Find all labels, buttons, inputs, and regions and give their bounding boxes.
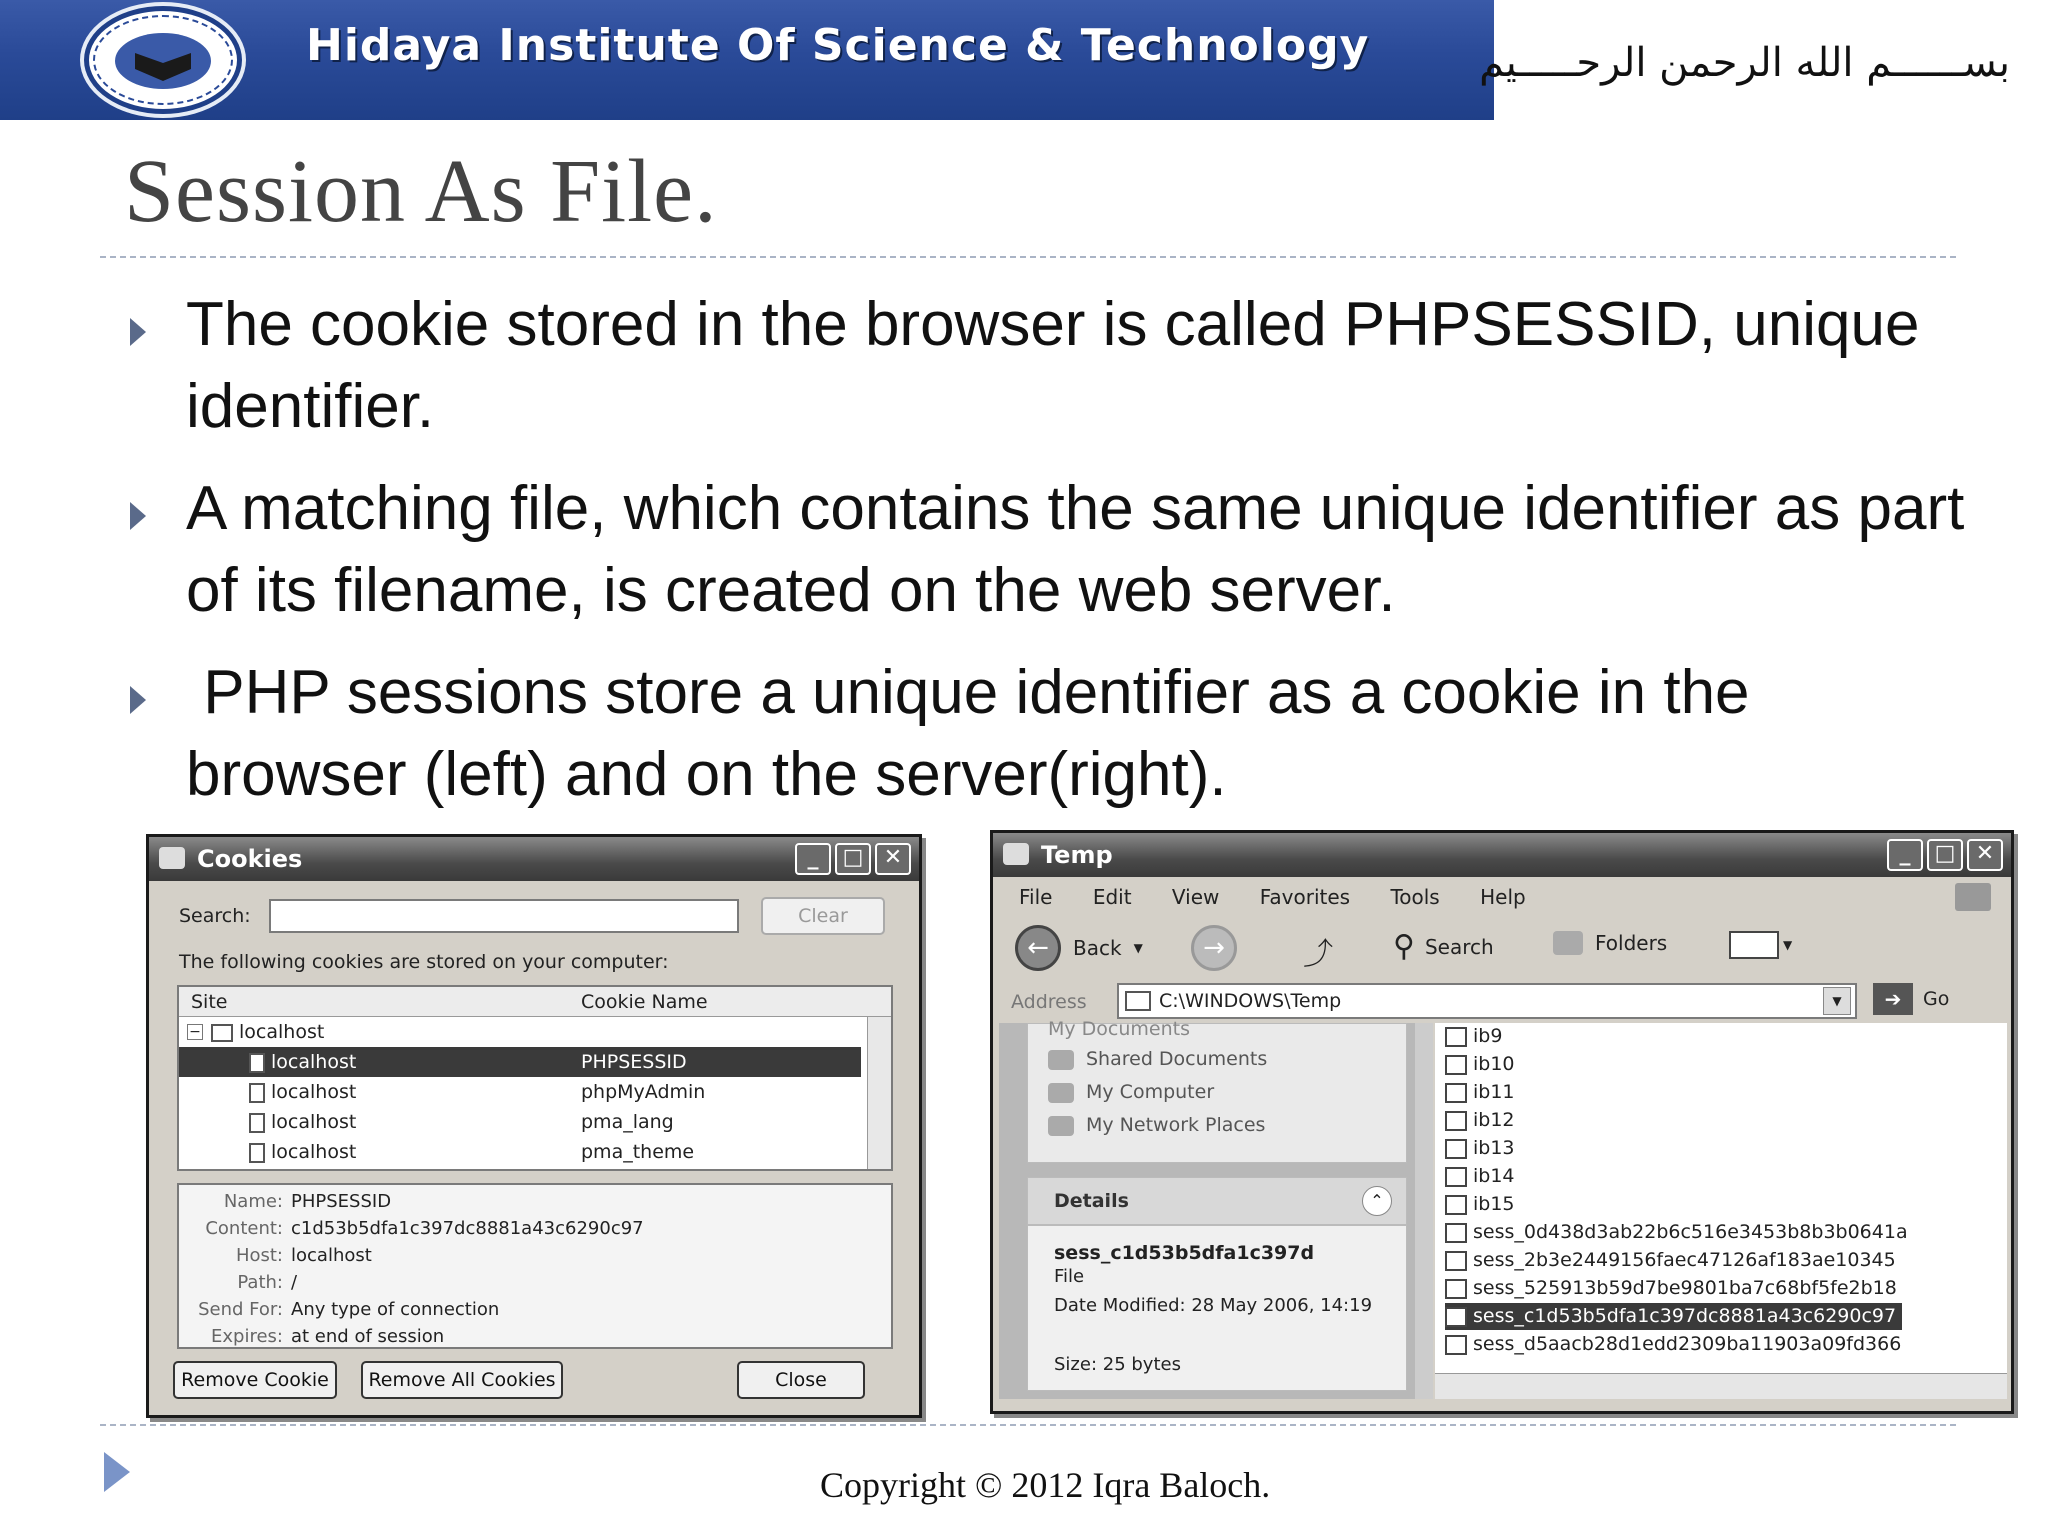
- close-button[interactable]: Close: [737, 1361, 865, 1399]
- file-item[interactable]: [1445, 1275, 1897, 1302]
- forward-button[interactable]: [1191, 925, 1237, 971]
- place-shared-documents[interactable]: Shared Documents: [1086, 1048, 1268, 1070]
- place-my-computer[interactable]: My Computer: [1086, 1081, 1215, 1103]
- cookies-titlebar: [149, 837, 919, 881]
- file-name: ib13: [1473, 1137, 1515, 1159]
- menu-favorites[interactable]: Favorites: [1259, 885, 1351, 909]
- detail-expires: at end of session: [291, 1326, 445, 1347]
- file-name: ib10: [1473, 1053, 1515, 1075]
- file-name: sess_d5aacb28d1edd2309ba11903a09fd366: [1473, 1333, 1902, 1355]
- file-item[interactable]: [1445, 1163, 1515, 1190]
- cookie-name: pma_lang: [581, 1111, 674, 1133]
- my-computer-icon: [1048, 1083, 1074, 1103]
- bullet-item: [120, 652, 1980, 816]
- place-my-network-places[interactable]: My Network Places: [1086, 1114, 1266, 1136]
- file-item[interactable]: [1445, 1219, 1908, 1246]
- file-item[interactable]: [1445, 1023, 1502, 1050]
- detail-label: Send For:: [198, 1299, 283, 1320]
- address-label: Address: [1011, 991, 1087, 1013]
- go-arrow-icon: ➔: [1873, 983, 1913, 1015]
- bullet-text: A matching file, which contains the same unique identifier as part of its filename, is created on the web server.: [186, 474, 1965, 625]
- menu-help[interactable]: Help: [1480, 885, 1526, 909]
- details-header: Details: [1054, 1190, 1129, 1212]
- cookies-window: [146, 834, 922, 1418]
- file-icon: [1445, 1167, 1467, 1187]
- detail-label: Path:: [237, 1272, 283, 1293]
- cookie-details: [177, 1183, 893, 1349]
- bullet-arrow-icon: [130, 502, 146, 530]
- file-name: sess_0d438d3ab22b6c516e3453b8b3b0641a: [1473, 1221, 1908, 1243]
- cookie-app-icon: [159, 847, 185, 869]
- folders-icon: [1553, 931, 1583, 955]
- file-item[interactable]: [1445, 1107, 1515, 1134]
- footer-divider: [100, 1424, 1956, 1426]
- up-folder-icon: ⤴: [1303, 937, 1333, 972]
- cookie-list-scrollbar[interactable]: [867, 1017, 891, 1171]
- file-name: sess_525913b59d7be9801ba7c68bf5fe2b18: [1473, 1277, 1897, 1299]
- institute-title: Hidaya Institute Of Science & Technology: [306, 20, 1370, 71]
- slide-title: Session As File.: [124, 142, 718, 241]
- address-value: C:\WINDOWS\Temp: [1159, 990, 1342, 1012]
- back-arrow-icon: ←: [1015, 925, 1061, 971]
- windows-logo-icon: [1955, 883, 1991, 911]
- cookies-window-title: Cookies: [197, 845, 303, 873]
- detail-label: Content:: [205, 1218, 283, 1239]
- header-banner: [0, 0, 1494, 120]
- address-bar[interactable]: [1117, 983, 1857, 1019]
- folder-icon: [1003, 843, 1029, 865]
- file-item[interactable]: [1445, 1247, 1896, 1274]
- detail-path: /: [291, 1272, 298, 1293]
- cookie-row[interactable]: [179, 1107, 861, 1137]
- file-icon: [1445, 1251, 1467, 1271]
- folders-button[interactable]: [1553, 931, 1667, 955]
- file-icon: [1445, 1083, 1467, 1103]
- column-site[interactable]: Site: [191, 991, 228, 1013]
- folder-icon: [211, 1024, 233, 1042]
- network-places-icon: [1048, 1116, 1074, 1136]
- menu-bar: [1019, 885, 1560, 909]
- task-pane: [999, 1018, 1433, 1399]
- file-icon: [1445, 1195, 1467, 1215]
- file-item[interactable]: [1445, 1191, 1515, 1218]
- detail-content: c1d53b5dfa1c397dc8881a43c6290c97: [291, 1218, 644, 1239]
- bismillah-calligraphy: بســــــم الله الرحمن الرحـــــيم: [1479, 40, 2010, 86]
- address-dropdown-icon[interactable]: ▼: [1823, 987, 1851, 1015]
- cookies-info-text: The following cookies are stored on your computer:: [179, 951, 669, 973]
- file-icon: [1445, 1111, 1467, 1131]
- search-label: Search:: [179, 905, 251, 927]
- cookie-row[interactable]: [179, 1047, 861, 1077]
- file-name: ib14: [1473, 1165, 1515, 1187]
- folders-label: Folders: [1595, 931, 1668, 955]
- clear-button[interactable]: Clear: [761, 897, 885, 935]
- cookie-name: PHPSESSID: [581, 1051, 687, 1073]
- cookie-list: [177, 985, 893, 1171]
- cookie-site: localhost: [271, 1111, 357, 1133]
- details-type: File: [1054, 1266, 1085, 1287]
- folder-icon: [1125, 991, 1151, 1011]
- bullet-arrow-icon: [130, 318, 146, 346]
- detail-name: PHPSESSID: [291, 1191, 392, 1212]
- file-name: sess_c1d53b5dfa1c397dc8881a43c6290c97: [1473, 1305, 1897, 1327]
- slide-nav-arrow-icon[interactable]: [104, 1452, 130, 1492]
- cookie-list-header: [179, 987, 891, 1017]
- file-item-selected[interactable]: [1445, 1303, 1902, 1330]
- file-icon: [1445, 1279, 1467, 1299]
- cookie-site: localhost: [271, 1141, 357, 1163]
- cookie-row[interactable]: [179, 1077, 861, 1107]
- copyright-text: Copyright © 2012 Iqra Baloch.: [820, 1465, 1271, 1505]
- close-window-button[interactable]: ✕: [875, 843, 911, 875]
- details-modified: Date Modified: 28 May 2006, 14:19: [1054, 1295, 1373, 1316]
- cookie-search-input[interactable]: [269, 899, 739, 933]
- file-name: ib15: [1473, 1193, 1515, 1215]
- menu-edit[interactable]: Edit: [1092, 885, 1132, 909]
- file-name: ib9: [1473, 1025, 1503, 1047]
- file-icon: [1445, 1223, 1467, 1243]
- file-name: sess_2b3e2449156faec47126af183ae10345: [1473, 1249, 1896, 1271]
- shared-documents-icon: [1048, 1050, 1074, 1070]
- forward-arrow-icon: →: [1191, 925, 1237, 971]
- column-cookie-name[interactable]: Cookie Name: [581, 991, 708, 1013]
- collapse-chevron-icon[interactable]: ⌃: [1362, 1186, 1392, 1216]
- detail-label: Name:: [223, 1191, 283, 1212]
- dropdown-icon: ▼: [1133, 941, 1143, 955]
- bullet-item: [120, 284, 1980, 448]
- remove-cookie-button[interactable]: Remove Cookie: [173, 1361, 337, 1399]
- site-group-label: localhost: [239, 1021, 325, 1043]
- magnifier-icon: ⚲: [1393, 929, 1415, 964]
- cookie-name: phpMyAdmin: [581, 1081, 706, 1103]
- menu-tools[interactable]: Tools: [1390, 885, 1440, 909]
- file-icon: [249, 1143, 265, 1163]
- bullet-text: PHP sessions store a unique identifier as a cookie in the browser (left) and on the server(right).: [186, 658, 1767, 809]
- institute-logo-icon: [84, 6, 242, 114]
- file-item[interactable]: [1445, 1079, 1515, 1106]
- bullet-list: [120, 284, 1980, 836]
- details-panel: [1027, 1225, 1407, 1391]
- file-list-hscrollbar[interactable]: [1435, 1373, 2007, 1399]
- menu-file[interactable]: File: [1019, 885, 1053, 909]
- details-filename: sess_c1d53b5dfa1c397d: [1054, 1242, 1315, 1264]
- minimize-button[interactable]: _: [1887, 839, 1923, 871]
- file-icon: [1445, 1307, 1467, 1327]
- title-divider: [100, 256, 1956, 258]
- temp-window-title: Temp: [1041, 841, 1113, 869]
- cookie-site: localhost: [271, 1081, 357, 1103]
- bullet-text: The cookie stored in the browser is called PHPSESSID, unique identifier.: [186, 290, 1920, 441]
- file-item[interactable]: [1445, 1331, 1901, 1358]
- place-my-documents[interactable]: My Documents: [1048, 1018, 1191, 1040]
- bullet-arrow-icon: [130, 686, 146, 714]
- file-icon: [1445, 1027, 1467, 1047]
- file-name: ib11: [1473, 1081, 1515, 1103]
- views-button[interactable]: [1729, 931, 1792, 959]
- views-icon: [1729, 931, 1779, 959]
- file-name: ib12: [1473, 1109, 1515, 1131]
- cookie-row[interactable]: [179, 1137, 861, 1167]
- detail-send-for: Any type of connection: [291, 1299, 500, 1320]
- close-window-button[interactable]: ✕: [1967, 839, 2003, 871]
- minimize-button[interactable]: _: [795, 843, 831, 875]
- up-folder-button[interactable]: [1303, 929, 1333, 973]
- remove-all-cookies-button[interactable]: Remove All Cookies: [361, 1361, 563, 1399]
- temp-explorer-window: [990, 830, 2014, 1414]
- details-size: Size: 25 bytes: [1054, 1354, 1181, 1375]
- collapse-icon[interactable]: −: [187, 1024, 203, 1040]
- file-icon: [1445, 1335, 1467, 1355]
- task-pane-scrollbar[interactable]: [1415, 1023, 1433, 1399]
- file-item[interactable]: [1445, 1051, 1515, 1078]
- cookie-name: pma_theme: [581, 1141, 695, 1163]
- file-icon: [249, 1113, 265, 1133]
- file-icon: [249, 1053, 265, 1073]
- cookie-site: localhost: [271, 1051, 357, 1073]
- temp-titlebar: [993, 833, 2011, 877]
- back-label: Back: [1073, 936, 1122, 960]
- go-label: Go: [1923, 988, 1950, 1010]
- bullet-item: [120, 468, 1980, 632]
- file-icon: [1445, 1139, 1467, 1159]
- dropdown-icon: ▼: [1783, 938, 1793, 952]
- detail-host: localhost: [291, 1245, 372, 1266]
- search-button[interactable]: [1393, 929, 1494, 964]
- site-group-row[interactable]: [179, 1017, 891, 1047]
- details-panel-header[interactable]: [1027, 1177, 1407, 1225]
- file-icon: [249, 1083, 265, 1103]
- menu-view[interactable]: View: [1171, 885, 1220, 909]
- maximize-button[interactable]: □: [835, 843, 871, 875]
- file-item[interactable]: [1445, 1135, 1515, 1162]
- maximize-button[interactable]: □: [1927, 839, 1963, 871]
- go-button[interactable]: [1873, 983, 1949, 1015]
- file-list: [1435, 1023, 2007, 1399]
- back-button[interactable]: [1015, 925, 1143, 971]
- detail-label: Host:: [235, 1245, 283, 1266]
- other-places-panel: [1027, 1018, 1407, 1163]
- search-label: Search: [1424, 934, 1494, 959]
- detail-label: Expires:: [211, 1326, 283, 1347]
- file-icon: [1445, 1055, 1467, 1075]
